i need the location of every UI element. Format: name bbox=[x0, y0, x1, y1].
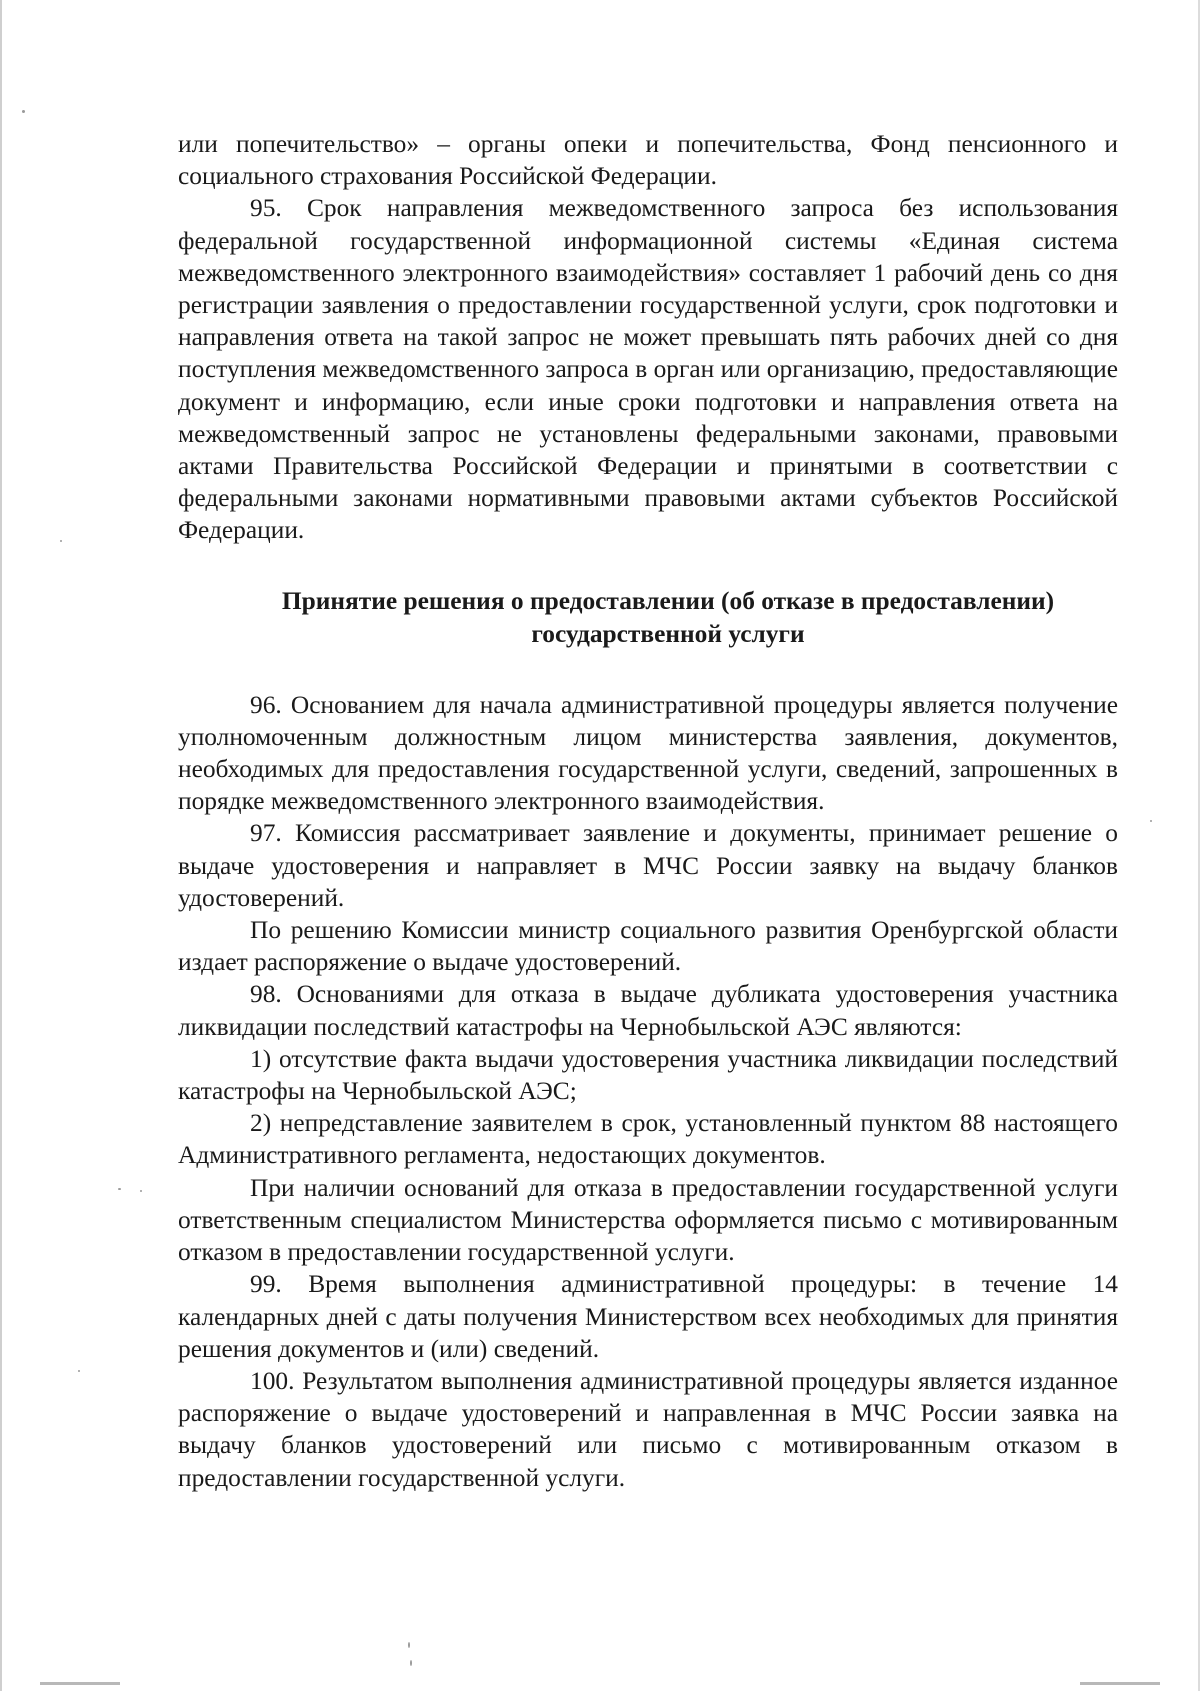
scan-speck bbox=[408, 1642, 410, 1648]
section-heading bbox=[178, 585, 1118, 651]
scan-speck bbox=[60, 540, 62, 542]
scan-footer-mark-right bbox=[1080, 1682, 1160, 1685]
scan-footer-mark-left bbox=[40, 1682, 120, 1685]
paragraph-98: 98. Основаниями для отказа в выдаче дубликата удостоверения участника ликвидации последствий катастрофы на Чернобыльской АЭС являются: bbox=[178, 980, 1118, 1041]
section-heading-line-2: государственной услуги bbox=[531, 619, 805, 648]
scan-speck bbox=[22, 110, 25, 113]
paragraph-100: 100. Результатом выполнения административной процедуры является изданное распоряжение о выдаче удостоверений и направленная в МЧС России заявка на выдачу бланков удостоверений или письмо с мотивированным отказом в предоставлении государственной услуги. bbox=[178, 1366, 1118, 1492]
scan-speck bbox=[140, 1190, 142, 1192]
paragraph-95: 95. Срок направления межведомственного запроса без использования федеральной государственной информационной системы «Единая система межведомственного электронного взаимодействия» составляет 1 рабочий день со дня регистрации заявления о предоставлении государственной услуги, срок подготовки и направления ответа на такой запрос не может превышать пять рабочих дней со дня поступления межведомственного запроса в орган или организацию, предоставляющие документ и информацию, если иные сроки подготовки и направления ответа на межведомственный запрос не установлены федеральными законами, правовыми актами Правительства Российской Федерации и принятыми в соответствии с федеральными законами нормативными правовыми актами субъектов Российской Федерации. bbox=[178, 194, 1118, 545]
paragraph-96: 96. Основанием для начала административной процедуры является получение уполномоченным должностным лицом министерства заявления, документов, необходимых для предоставления государственной услуги, сведений, запрошенных в порядке межведомственного электронного взаимодействия. bbox=[178, 690, 1118, 816]
paragraph-commission-decision: По решению Комиссии министр социального развития Оренбургской области издает распоряжение о выдаче удостоверений. bbox=[178, 916, 1118, 977]
scan-speck bbox=[1150, 820, 1152, 822]
scan-speck bbox=[118, 1188, 121, 1190]
list-item-1: 1) отсутствие факта выдачи удостоверения участника ликвидации последствий катастрофы на Чернобыльской АЭС; bbox=[178, 1044, 1118, 1106]
scan-edge-left bbox=[0, 0, 2, 1691]
section-heading-line-1: Принятие решения о предоставлении (об отказе в предоставлении) bbox=[281, 586, 1055, 615]
scan-speck bbox=[78, 1370, 80, 1372]
paragraph-97: 97. Комиссия рассматривает заявление и документы, принимает решение о выдаче удостоверения и направляет в МЧС России заявку на выдачу бланков удостоверений. bbox=[178, 819, 1118, 912]
scan-speck bbox=[410, 1660, 412, 1666]
document-body bbox=[178, 128, 1118, 1494]
paragraph-refusal-letter: При наличии оснований для отказа в предоставлении государственной услуги ответственным специалистом Министерства оформляется письмо с мотивированным отказом в предоставлении государственной услуги. bbox=[178, 1173, 1118, 1267]
paragraph-continuation: или попечительство» – органы опеки и попечительства, Фонд пенсионного и социального страхования Российской Федерации. bbox=[178, 130, 1118, 191]
list-item-2: 2) непредставление заявителем в срок, установленный пунктом 88 настоящего Административного регламента, недостающих документов. bbox=[178, 1109, 1118, 1170]
paragraph-99: 99. Время выполнения административной процедуры: в течение 14 календарных дней с даты получения Министерством всех необходимых для принятия решения документов и (или) сведений. bbox=[178, 1270, 1118, 1363]
